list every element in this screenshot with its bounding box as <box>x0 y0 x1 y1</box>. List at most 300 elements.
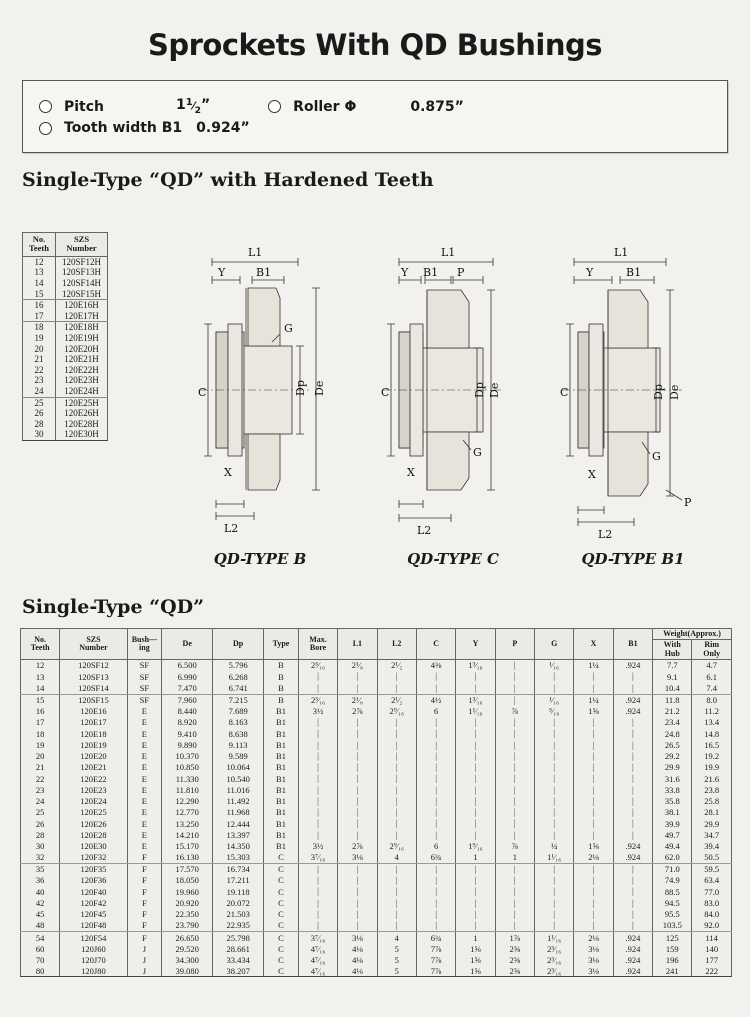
cell-type: C <box>264 898 299 909</box>
teeth-table-wrap <box>22 232 108 441</box>
cell-de: 8.440 <box>162 706 213 717</box>
cell-x: 1¼ <box>574 660 613 672</box>
cell-szs: 120J60 <box>60 943 127 954</box>
cell-weight-with-hub: 31.6 <box>653 773 692 784</box>
cell-l2: | <box>377 683 416 695</box>
drawing-caption-b1: QD-TYPE B1 <box>581 550 685 568</box>
cell-dp: 7.689 <box>213 706 264 717</box>
th-line1: No. <box>34 634 47 644</box>
cell-l1: | <box>338 717 377 728</box>
cell-x: | <box>574 740 613 751</box>
cell-szs: 120E22H <box>56 365 108 376</box>
cell-teeth: 14 <box>23 278 56 289</box>
cell-g: | <box>535 683 574 695</box>
cell-l2: 2¹⁄₂ <box>377 694 416 706</box>
cell-dp: 25.798 <box>213 932 264 944</box>
cell-de: 23.790 <box>162 920 213 932</box>
svg-text:P: P <box>457 266 465 279</box>
cell-weight-with-hub: 23.4 <box>653 717 692 728</box>
table-row <box>21 660 732 672</box>
table-row <box>23 429 108 440</box>
cell-l2: | <box>377 740 416 751</box>
table-row <box>21 852 732 864</box>
cell-l2: 5 <box>377 954 416 965</box>
cell-dp: 10.064 <box>213 762 264 773</box>
cell-szs: 120F32 <box>60 852 127 864</box>
table-row <box>21 807 732 818</box>
cell-b1: .924 <box>613 943 652 954</box>
cell-weight-rim-only: 83.0 <box>692 898 732 909</box>
cell-teeth: 18 <box>21 728 60 739</box>
cell-weight-rim-only: 77.0 <box>692 886 732 897</box>
cell-y: | <box>456 785 495 796</box>
cell-y: | <box>456 898 495 909</box>
cell-max-bore: | <box>298 785 337 796</box>
cell-weight-with-hub: 33.8 <box>653 785 692 796</box>
cell-szs: 120SF12 <box>60 660 127 672</box>
table-row <box>23 365 108 376</box>
th-szs <box>60 629 127 660</box>
cell-szs: 120E23 <box>60 785 127 796</box>
cell-max-bore: | <box>298 740 337 751</box>
cell-teeth: 14 <box>21 683 60 695</box>
cell-g: | <box>535 671 574 682</box>
cell-x: | <box>574 728 613 739</box>
cell-c: 4½ <box>416 694 455 706</box>
cell-teeth: 24 <box>21 796 60 807</box>
cell-teeth: 21 <box>21 762 60 773</box>
cell-max-bore: 4⁷⁄₁₆ <box>298 943 337 954</box>
cell-c: | <box>416 751 455 762</box>
cell-type: C <box>264 875 299 886</box>
cell-y: | <box>456 773 495 784</box>
cell-szs: 120E18 <box>60 728 127 739</box>
cell-l2: 5 <box>377 943 416 954</box>
cell-szs: 120E20 <box>60 751 127 762</box>
table-row <box>21 920 732 932</box>
cell-weight-with-hub: 241 <box>653 965 692 977</box>
cell-l1: | <box>338 773 377 784</box>
cell-y: 1⁹⁄₁₆ <box>456 841 495 852</box>
cell-y: | <box>456 875 495 886</box>
svg-text:De: De <box>488 382 501 398</box>
spec-box <box>22 80 728 153</box>
cell-szs: 120F45 <box>60 909 127 920</box>
cell-dp: 6.741 <box>213 683 264 695</box>
cell-p: | <box>495 909 534 920</box>
cell-c: 6¾ <box>416 932 455 944</box>
cell-g: | <box>535 740 574 751</box>
pitch-den: 2 <box>194 105 201 117</box>
cell-teeth: 22 <box>23 365 56 376</box>
cell-de: 14.210 <box>162 830 213 841</box>
cell-l2: | <box>377 818 416 829</box>
cell-de: 9.410 <box>162 728 213 739</box>
table-row <box>21 954 732 965</box>
cell-de: 8.920 <box>162 717 213 728</box>
cell-c: | <box>416 920 455 932</box>
cell-teeth: 26 <box>23 408 56 419</box>
spec-row-tooth-width <box>39 120 711 136</box>
cell-y: | <box>456 830 495 841</box>
cell-b1: | <box>613 762 652 773</box>
cell-x: 2⅛ <box>574 932 613 944</box>
cell-max-bore: | <box>298 875 337 886</box>
cell-szs: 120E18H <box>56 322 108 333</box>
cell-type: B1 <box>264 796 299 807</box>
cell-c: 7⅞ <box>416 943 455 954</box>
cell-max-bore: | <box>298 796 337 807</box>
cell-weight-rim-only: 8.0 <box>692 694 732 706</box>
table-row <box>23 322 108 333</box>
cell-g: | <box>535 875 574 886</box>
svg-text:C: C <box>198 386 207 399</box>
cell-type: C <box>264 943 299 954</box>
th-line2: ing <box>139 643 150 653</box>
cell-g: | <box>535 863 574 875</box>
table-row <box>21 706 732 717</box>
teeth-table-body <box>23 256 108 440</box>
cell-szs: 120E30H <box>56 429 108 440</box>
cell-de: 22.350 <box>162 909 213 920</box>
th-line2: Teeth <box>30 643 50 653</box>
cell-y: | <box>456 920 495 932</box>
cell-g: 2³⁄₁₆ <box>535 943 574 954</box>
cell-x: | <box>574 762 613 773</box>
cell-y: | <box>456 728 495 739</box>
cell-dp: 13.397 <box>213 830 264 841</box>
cell-l1: | <box>338 683 377 695</box>
main-table-body <box>21 660 732 977</box>
cell-c: | <box>416 762 455 773</box>
cell-de: 12.290 <box>162 796 213 807</box>
tooth-width-value: 0.924” <box>196 120 250 137</box>
cell-teeth: 13 <box>21 671 60 682</box>
cell-weight-rim-only: 222 <box>692 965 732 977</box>
cell-y: | <box>456 683 495 695</box>
cell-c: | <box>416 740 455 751</box>
cell-x: | <box>574 875 613 886</box>
cell-b1: .924 <box>613 706 652 717</box>
cell-c: 6¾ <box>416 852 455 864</box>
cell-dp: 28.661 <box>213 943 264 954</box>
cell-x: | <box>574 898 613 909</box>
cell-l2: | <box>377 807 416 818</box>
cell-weight-with-hub: 94.5 <box>653 898 692 909</box>
cell-weight-rim-only: 50.5 <box>692 852 732 864</box>
cell-bushing: F <box>127 932 162 944</box>
cell-l2: | <box>377 785 416 796</box>
cell-l2: 4 <box>377 852 416 864</box>
svg-text:C: C <box>560 386 569 399</box>
th-x: X <box>574 629 613 660</box>
cell-dp: 7.215 <box>213 694 264 706</box>
table-row <box>23 289 108 300</box>
th-b1: B1 <box>613 629 652 660</box>
cell-type: B1 <box>264 807 299 818</box>
cell-type: B1 <box>264 717 299 728</box>
cell-l1: | <box>338 740 377 751</box>
cell-y: | <box>456 717 495 728</box>
cell-x: 2⅛ <box>574 852 613 864</box>
cell-type: C <box>264 909 299 920</box>
th-bushing <box>127 629 162 660</box>
cell-c: | <box>416 807 455 818</box>
cell-c: | <box>416 671 455 682</box>
th-no-teeth <box>21 629 60 660</box>
table-row <box>23 354 108 365</box>
table-row <box>21 717 732 728</box>
cell-g: | <box>535 796 574 807</box>
cell-de: 19.960 <box>162 886 213 897</box>
table-row <box>21 886 732 897</box>
cell-max-bore: | <box>298 909 337 920</box>
cell-teeth: 70 <box>21 954 60 965</box>
cell-szs: 120E20H <box>56 344 108 355</box>
cell-szs: 120E26H <box>56 408 108 419</box>
cell-weight-rim-only: 177 <box>692 954 732 965</box>
hdr-line1: SZS <box>73 234 90 244</box>
bullet-icon <box>268 100 281 113</box>
cell-l1: 4⅛ <box>338 965 377 977</box>
cell-x: | <box>574 920 613 932</box>
th-line2: Number <box>79 643 108 653</box>
drawing-qd-type-b <box>180 228 355 548</box>
cell-dp: 12.444 <box>213 818 264 829</box>
cell-max-bore: 4⁷⁄₁₆ <box>298 965 337 977</box>
cell-l1: | <box>338 762 377 773</box>
cell-l2: | <box>377 830 416 841</box>
cell-szs: 120SF14 <box>60 683 127 695</box>
cell-l1: 2⅞ <box>338 841 377 852</box>
cell-szs: 120E21 <box>60 762 127 773</box>
table-row <box>23 311 108 322</box>
cell-y: | <box>456 796 495 807</box>
cell-dp: 22.935 <box>213 920 264 932</box>
table-row <box>21 796 732 807</box>
cell-teeth: 21 <box>23 354 56 365</box>
cell-bushing: F <box>127 886 162 897</box>
cell-teeth: 45 <box>21 909 60 920</box>
cell-bushing: E <box>127 717 162 728</box>
svg-text:De: De <box>313 380 326 396</box>
cell-bushing: SF <box>127 660 162 672</box>
cell-weight-with-hub: 159 <box>653 943 692 954</box>
cell-l2: | <box>377 796 416 807</box>
cell-type: B1 <box>264 841 299 852</box>
cell-type: B <box>264 660 299 672</box>
cell-b1: | <box>613 785 652 796</box>
cell-l2: | <box>377 920 416 932</box>
cell-type: B1 <box>264 773 299 784</box>
cell-b1: | <box>613 773 652 784</box>
cell-x: | <box>574 671 613 682</box>
cell-szs: 120SF12H <box>56 256 108 267</box>
cell-weight-rim-only: 34.7 <box>692 830 732 841</box>
cell-szs: 120E21H <box>56 354 108 365</box>
cell-g: | <box>535 830 574 841</box>
cell-bushing: F <box>127 863 162 875</box>
cell-max-bore: 3⁷⁄₁₆ <box>298 932 337 944</box>
cell-teeth: 22 <box>21 773 60 784</box>
cell-p: 1 <box>495 852 534 864</box>
cell-c: 6 <box>416 841 455 852</box>
cell-szs: 120E24 <box>60 796 127 807</box>
svg-text:L2: L2 <box>417 524 432 537</box>
cell-max-bore: 2³⁄₁₆ <box>298 660 337 672</box>
cell-p: | <box>495 796 534 807</box>
cell-weight-with-hub: 49.7 <box>653 830 692 841</box>
cell-dp: 11.016 <box>213 785 264 796</box>
table-row <box>23 344 108 355</box>
cell-l2: | <box>377 762 416 773</box>
cell-type: B1 <box>264 740 299 751</box>
cell-weight-with-hub: 26.5 <box>653 740 692 751</box>
cell-x: 1⅝ <box>574 841 613 852</box>
cell-de: 12.770 <box>162 807 213 818</box>
cell-type: B1 <box>264 818 299 829</box>
cell-de: 18.050 <box>162 875 213 886</box>
svg-text:Y: Y <box>218 266 226 279</box>
cell-weight-rim-only: 23.8 <box>692 785 732 796</box>
cell-g: ¹⁄₁₆ <box>535 694 574 706</box>
cell-g: | <box>535 728 574 739</box>
cell-teeth: 54 <box>21 932 60 944</box>
cell-bushing: F <box>127 898 162 909</box>
cell-y: | <box>456 740 495 751</box>
table-row <box>23 333 108 344</box>
cell-bushing: E <box>127 807 162 818</box>
cell-bushing: E <box>127 830 162 841</box>
cell-b1: | <box>613 909 652 920</box>
cell-bushing: J <box>127 965 162 977</box>
cell-p: | <box>495 920 534 932</box>
cell-l1: | <box>338 920 377 932</box>
th-weight-rim-only <box>692 640 732 660</box>
cell-szs: 120E25 <box>60 807 127 818</box>
cell-g: | <box>535 773 574 784</box>
cell-max-bore: | <box>298 683 337 695</box>
cell-g: | <box>535 920 574 932</box>
cell-weight-with-hub: 71.0 <box>653 863 692 875</box>
cell-p: 2⅝ <box>495 954 534 965</box>
svg-text:L1: L1 <box>248 246 263 259</box>
th-weight-with-hub <box>653 640 692 660</box>
cell-type: B1 <box>264 728 299 739</box>
cell-b1: | <box>613 807 652 818</box>
cell-weight-rim-only: 4.7 <box>692 660 732 672</box>
cell-l2: | <box>377 875 416 886</box>
cell-p: ⅞ <box>495 841 534 852</box>
cell-l1: 2¹⁄₈ <box>338 694 377 706</box>
table-row <box>21 785 732 796</box>
cell-dp: 8.163 <box>213 717 264 728</box>
roller-value: 0.875” <box>410 98 464 115</box>
cell-x: | <box>574 751 613 762</box>
table-row <box>21 830 732 841</box>
cell-l2: 5 <box>377 965 416 977</box>
cell-dp: 9.113 <box>213 740 264 751</box>
cell-b1: .924 <box>613 694 652 706</box>
cell-p: | <box>495 660 534 672</box>
cell-l1: | <box>338 909 377 920</box>
cell-szs: 120SF15H <box>56 289 108 300</box>
cell-x: | <box>574 717 613 728</box>
th-de: De <box>162 629 213 660</box>
cell-teeth: 30 <box>23 429 56 440</box>
cell-b1: | <box>613 818 652 829</box>
cell-l2: | <box>377 728 416 739</box>
cell-szs: 120J70 <box>60 954 127 965</box>
pitch-unit: ” <box>200 97 211 113</box>
cell-bushing: F <box>127 875 162 886</box>
cell-l2: | <box>377 909 416 920</box>
cell-bushing: SF <box>127 671 162 682</box>
cell-p: | <box>495 728 534 739</box>
table-row <box>23 267 108 278</box>
cell-b1: | <box>613 898 652 909</box>
cell-p: | <box>495 875 534 886</box>
cell-y: | <box>456 671 495 682</box>
cell-g: 1¹⁄₁₆ <box>535 932 574 944</box>
cell-weight-with-hub: 196 <box>653 954 692 965</box>
cell-l1: | <box>338 830 377 841</box>
cell-b1: | <box>613 683 652 695</box>
cell-l1: 2¹⁄₈ <box>338 660 377 672</box>
cell-y: | <box>456 807 495 818</box>
cell-weight-with-hub: 11.8 <box>653 694 692 706</box>
cell-teeth: 17 <box>21 717 60 728</box>
cell-g: | <box>535 785 574 796</box>
svg-text:Dp: Dp <box>294 380 307 396</box>
cell-max-bore: 3⁷⁄₁₆ <box>298 852 337 864</box>
cell-szs: 120E23H <box>56 375 108 386</box>
svg-text:Y: Y <box>586 266 594 279</box>
hdr-line2: Teeth <box>29 243 49 254</box>
cell-szs: 120E25H <box>56 397 108 408</box>
cell-l1: | <box>338 671 377 682</box>
cell-x: | <box>574 785 613 796</box>
cell-c: | <box>416 909 455 920</box>
cell-weight-with-hub: 35.8 <box>653 796 692 807</box>
cell-teeth: 28 <box>23 419 56 430</box>
cell-b1: .924 <box>613 660 652 672</box>
svg-text:Dp: Dp <box>473 382 486 398</box>
cell-g: 2³⁄₁₆ <box>535 965 574 977</box>
cell-p: | <box>495 694 534 706</box>
cell-x: 1¼ <box>574 694 613 706</box>
cell-de: 17.570 <box>162 863 213 875</box>
cell-bushing: SF <box>127 694 162 706</box>
cell-x: | <box>574 909 613 920</box>
cell-l1: | <box>338 818 377 829</box>
cell-weight-with-hub: 62.0 <box>653 852 692 864</box>
th-line2: Bore <box>309 643 327 653</box>
table-row <box>21 728 732 739</box>
drawing-qd-type-c <box>365 228 545 548</box>
cell-teeth: 28 <box>21 830 60 841</box>
cell-de: 6.500 <box>162 660 213 672</box>
cell-de: 11.330 <box>162 773 213 784</box>
cell-bushing: SF <box>127 683 162 695</box>
cell-l1: | <box>338 728 377 739</box>
cell-y: | <box>456 909 495 920</box>
cell-dp: 6.268 <box>213 671 264 682</box>
table-row <box>23 397 108 408</box>
cell-szs: 120F35 <box>60 863 127 875</box>
table-row <box>21 875 732 886</box>
cell-szs: 120E28H <box>56 419 108 430</box>
